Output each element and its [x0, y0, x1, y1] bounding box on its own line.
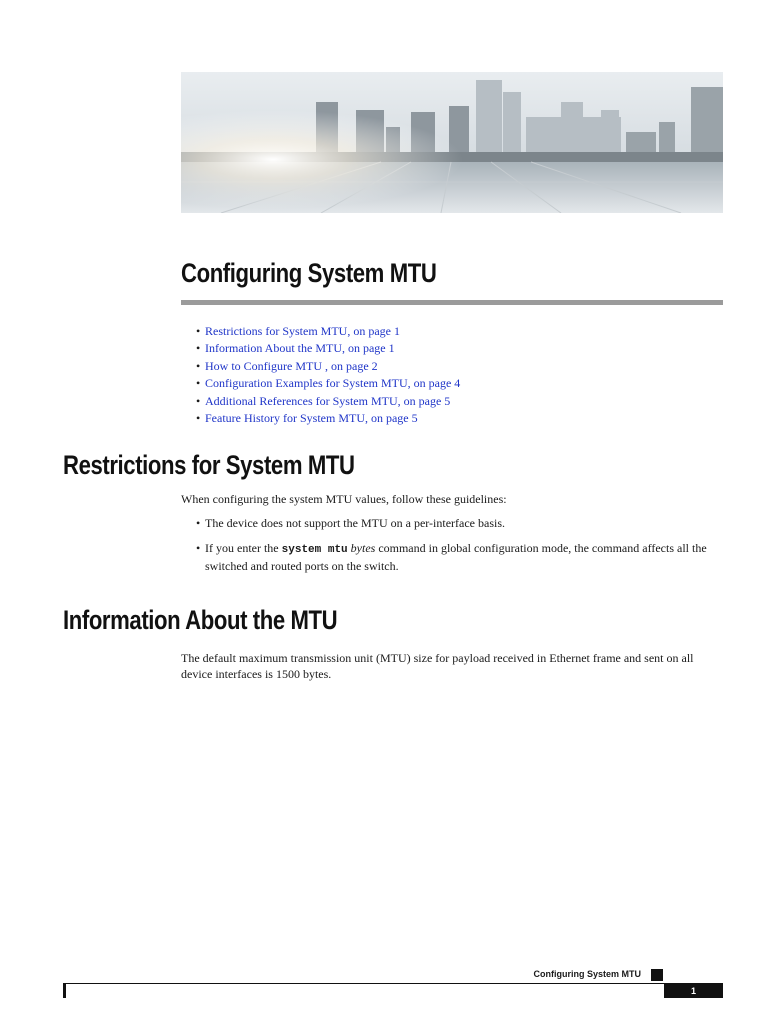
- section-heading-restrictions: Restrictions for System MTU: [63, 450, 355, 480]
- restriction-bullet: [196, 515, 726, 531]
- bullet-marker: •: [196, 410, 201, 425]
- footer-tick: [63, 983, 66, 998]
- bullet-marker: •: [196, 341, 201, 356]
- city-skyline-image: [181, 72, 723, 213]
- section-heading-information: Information About the MTU: [63, 605, 338, 635]
- bullet-marker: •: [196, 324, 201, 338]
- bullet-marker: •: [196, 376, 201, 391]
- toc-link[interactable]: Restrictions for System MTU, on page 1: [205, 324, 400, 338]
- toc-item: [196, 375, 460, 392]
- restriction-text-before: If you enter the: [205, 541, 282, 555]
- toc-link[interactable]: Configuration Examples for System MTU, on page 4: [205, 376, 461, 391]
- footer-document-title: Configuring System MTU: [533, 969, 641, 979]
- table-of-contents: [196, 323, 460, 427]
- command-argument: bytes: [350, 541, 376, 555]
- toc-link[interactable]: Additional References for System MTU, on page 5: [205, 393, 451, 408]
- toc-link[interactable]: How to Configure MTU , on page 2: [205, 358, 378, 373]
- toc-link[interactable]: Feature History for System MTU, on page 5: [205, 410, 418, 425]
- information-body: The default maximum transmission unit (MTU) size for payload received in Ethernet frame and sent on all device interfaces is 1500 bytes.: [181, 651, 694, 681]
- command-keyword: system mtu: [281, 544, 348, 556]
- restrictions-intro: When configuring the system MTU values, follow these guidelines:: [181, 492, 507, 506]
- bullet-marker: •: [196, 358, 201, 373]
- toc-item: [196, 358, 460, 375]
- toc-item: [196, 340, 460, 357]
- header-banner-image: [181, 72, 723, 213]
- toc-item: [196, 410, 460, 427]
- restriction-text: The device does not support the MTU on a per-interface basis.: [205, 516, 505, 530]
- restriction-text-after: command in global configuration mode, the command affects all the switched and routed ports on the switch.: [205, 541, 707, 573]
- bullet-marker: •: [196, 541, 201, 555]
- page-title: Configuring System MTU: [181, 258, 437, 288]
- toc-item: [196, 323, 460, 340]
- bullet-marker: •: [196, 393, 201, 408]
- footer-divider: [63, 983, 723, 984]
- footer-marker: [651, 969, 663, 981]
- footer-page-number: 1: [664, 984, 723, 998]
- toc-item: [196, 393, 460, 410]
- toc-link[interactable]: Information About the MTU, on page 1: [205, 341, 395, 356]
- bullet-marker: •: [196, 516, 201, 530]
- title-divider: [181, 300, 723, 305]
- restriction-bullet: [196, 540, 726, 574]
- restriction-text: [196, 540, 726, 574]
